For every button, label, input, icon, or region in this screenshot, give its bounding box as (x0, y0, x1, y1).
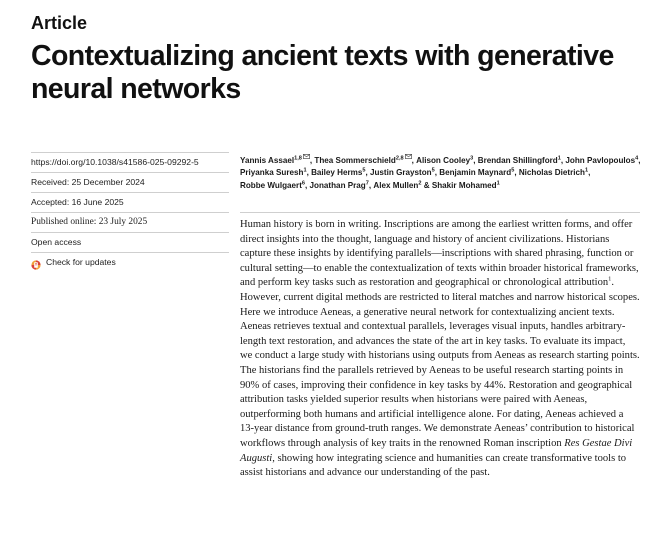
published-date: Published online: 23 July 2025 (31, 212, 229, 232)
author-email-marker[interactable] (303, 155, 310, 161)
email-icon[interactable] (405, 154, 412, 159)
author-separator: , (368, 180, 374, 190)
article-title: Contextualizing ancient texts with generative neural networks (31, 40, 614, 105)
author-affiliation: 1 (303, 167, 307, 174)
author-list (240, 154, 645, 192)
author-name[interactable]: Benjamin Maynard (439, 168, 512, 178)
author-affiliation: 1 (584, 167, 589, 174)
abstract-text-part3: , showing how integrating science and humanities can create transformative tools to assist historians and advance our understanding of the past. (240, 452, 627, 479)
author-separator: & (421, 180, 432, 190)
author-entry (240, 168, 311, 177)
author-affiliation: 7 (365, 180, 369, 187)
received-date: Received: 25 December 2024 (31, 172, 229, 192)
author-name[interactable]: Alison Cooley (416, 155, 471, 165)
author-name[interactable]: Priyanka Suresh (240, 168, 304, 178)
author-separator: , (411, 155, 417, 165)
author-entry (240, 156, 314, 165)
author-separator: , (365, 168, 370, 178)
author-entry (565, 156, 640, 165)
author-name[interactable]: Jonathan Prag (309, 180, 366, 190)
author-separator: , (638, 155, 641, 165)
author-affiliation: 5 (362, 167, 366, 174)
author-entry (310, 181, 374, 190)
author-entry (373, 181, 431, 190)
accepted-date: Accepted: 16 June 2025 (31, 192, 229, 212)
author-name[interactable]: Justin Grayston (369, 168, 432, 178)
email-icon[interactable] (303, 154, 310, 159)
author-entry (519, 168, 591, 177)
author-name[interactable]: Robbe Wulgaert (240, 180, 302, 190)
author-entry (314, 156, 416, 165)
author-affiliation: 5 (511, 167, 515, 174)
author-separator: , (309, 155, 315, 165)
author-separator: , (434, 168, 440, 178)
abstract-paragraph (240, 218, 640, 481)
author-name[interactable]: Nicholas Dietrich (518, 168, 585, 178)
author-entry (240, 181, 310, 190)
abstract-text-part1: Human history is born in writing. Inscriptions are among the earliest written forms, and offer direct insights into the thought, language and history of ancient civilizations. Historians capture these insights by identifying parallels—inscriptions with shared phrasing, function or cultural setting—to enable the contextualization of texts within broader historical frameworks, and perform key tasks such as restoration and geographical or chronological attribution (240, 219, 639, 289)
author-affiliation: 1 (557, 155, 561, 161)
author-name[interactable]: Thea Sommerschield (314, 155, 396, 165)
check-for-updates-label: Check for updates (46, 257, 116, 267)
author-affiliation: 6 (301, 180, 306, 187)
author-separator: , (560, 155, 564, 165)
open-access-label: Open access (31, 232, 229, 252)
author-separator: , (514, 168, 517, 178)
author-separator: , (306, 168, 312, 178)
author-entry (416, 156, 478, 165)
author-name[interactable]: Alex Mullen (373, 180, 419, 190)
author-affiliation: 4 (635, 155, 639, 161)
author-name[interactable]: John Pavlopoulos (565, 155, 636, 165)
author-affiliation: 2 (418, 180, 422, 187)
author-separator: , (305, 180, 310, 190)
author-entry (311, 168, 370, 177)
author-entry (478, 156, 563, 165)
abstract-text-part2: . However, current digital methods are restricted to literal matches and narrow historical scopes. Here we introduce Aeneas, a generative neural network for contextualizing ancient texts. Aeneas retrieves textual and contextual parallels, leverages visual inputs, handles arbitrary-length text restoration, and advances the state of the art in key tasks. To evaluate its impact, we conduct a large study with historians using outputs from Aeneas as research starting points. The historians find the parallels retrieved by Aeneas to be useful research starting points in 90% of cases, improving their confidence in key tasks by 44%. Restoration and geographical attribution tasks yielded superior results when historians were paired with Aeneas, outperforming both humans and artificial intelligence alone. For dating, Aeneas achieved a 13-year distance from ground-truth ranges. We demonstrate Aeneas’ contribution to historical workflows through analysis of key traits in the renowned Roman inscription (240, 277, 640, 449)
doi-link[interactable]: https://doi.org/10.1038/s41586-025-09292-5 (31, 152, 229, 172)
author-affiliation: 1,8 (294, 155, 302, 161)
author-name[interactable]: Brendan Shillingford (477, 155, 558, 165)
article-metadata-panel (31, 152, 229, 272)
check-for-updates-button[interactable] (31, 252, 229, 272)
author-entry (432, 181, 500, 190)
author-name[interactable]: Shakir Mohamed (431, 180, 497, 190)
abstract (240, 212, 640, 481)
author-separator: , (473, 155, 478, 165)
article-type-label: Article (31, 13, 88, 33)
author-entry (370, 168, 439, 177)
author-affiliation: 1 (496, 180, 500, 187)
author-name[interactable]: Bailey Herms (311, 168, 363, 178)
author-affiliation: 2,8 (395, 155, 404, 161)
author-name[interactable]: Yannis Assael (240, 155, 295, 165)
check-for-updates-icon (31, 258, 41, 268)
inscription-title: Res Gestae Divi Augusti (240, 437, 633, 464)
author-affiliation: 3 (470, 155, 474, 161)
author-entry (439, 168, 516, 177)
author-email-marker[interactable] (405, 155, 412, 161)
reference-1[interactable]: 1 (608, 275, 612, 283)
author-affiliation: 5 (431, 167, 435, 174)
author-separator: , (588, 168, 591, 178)
